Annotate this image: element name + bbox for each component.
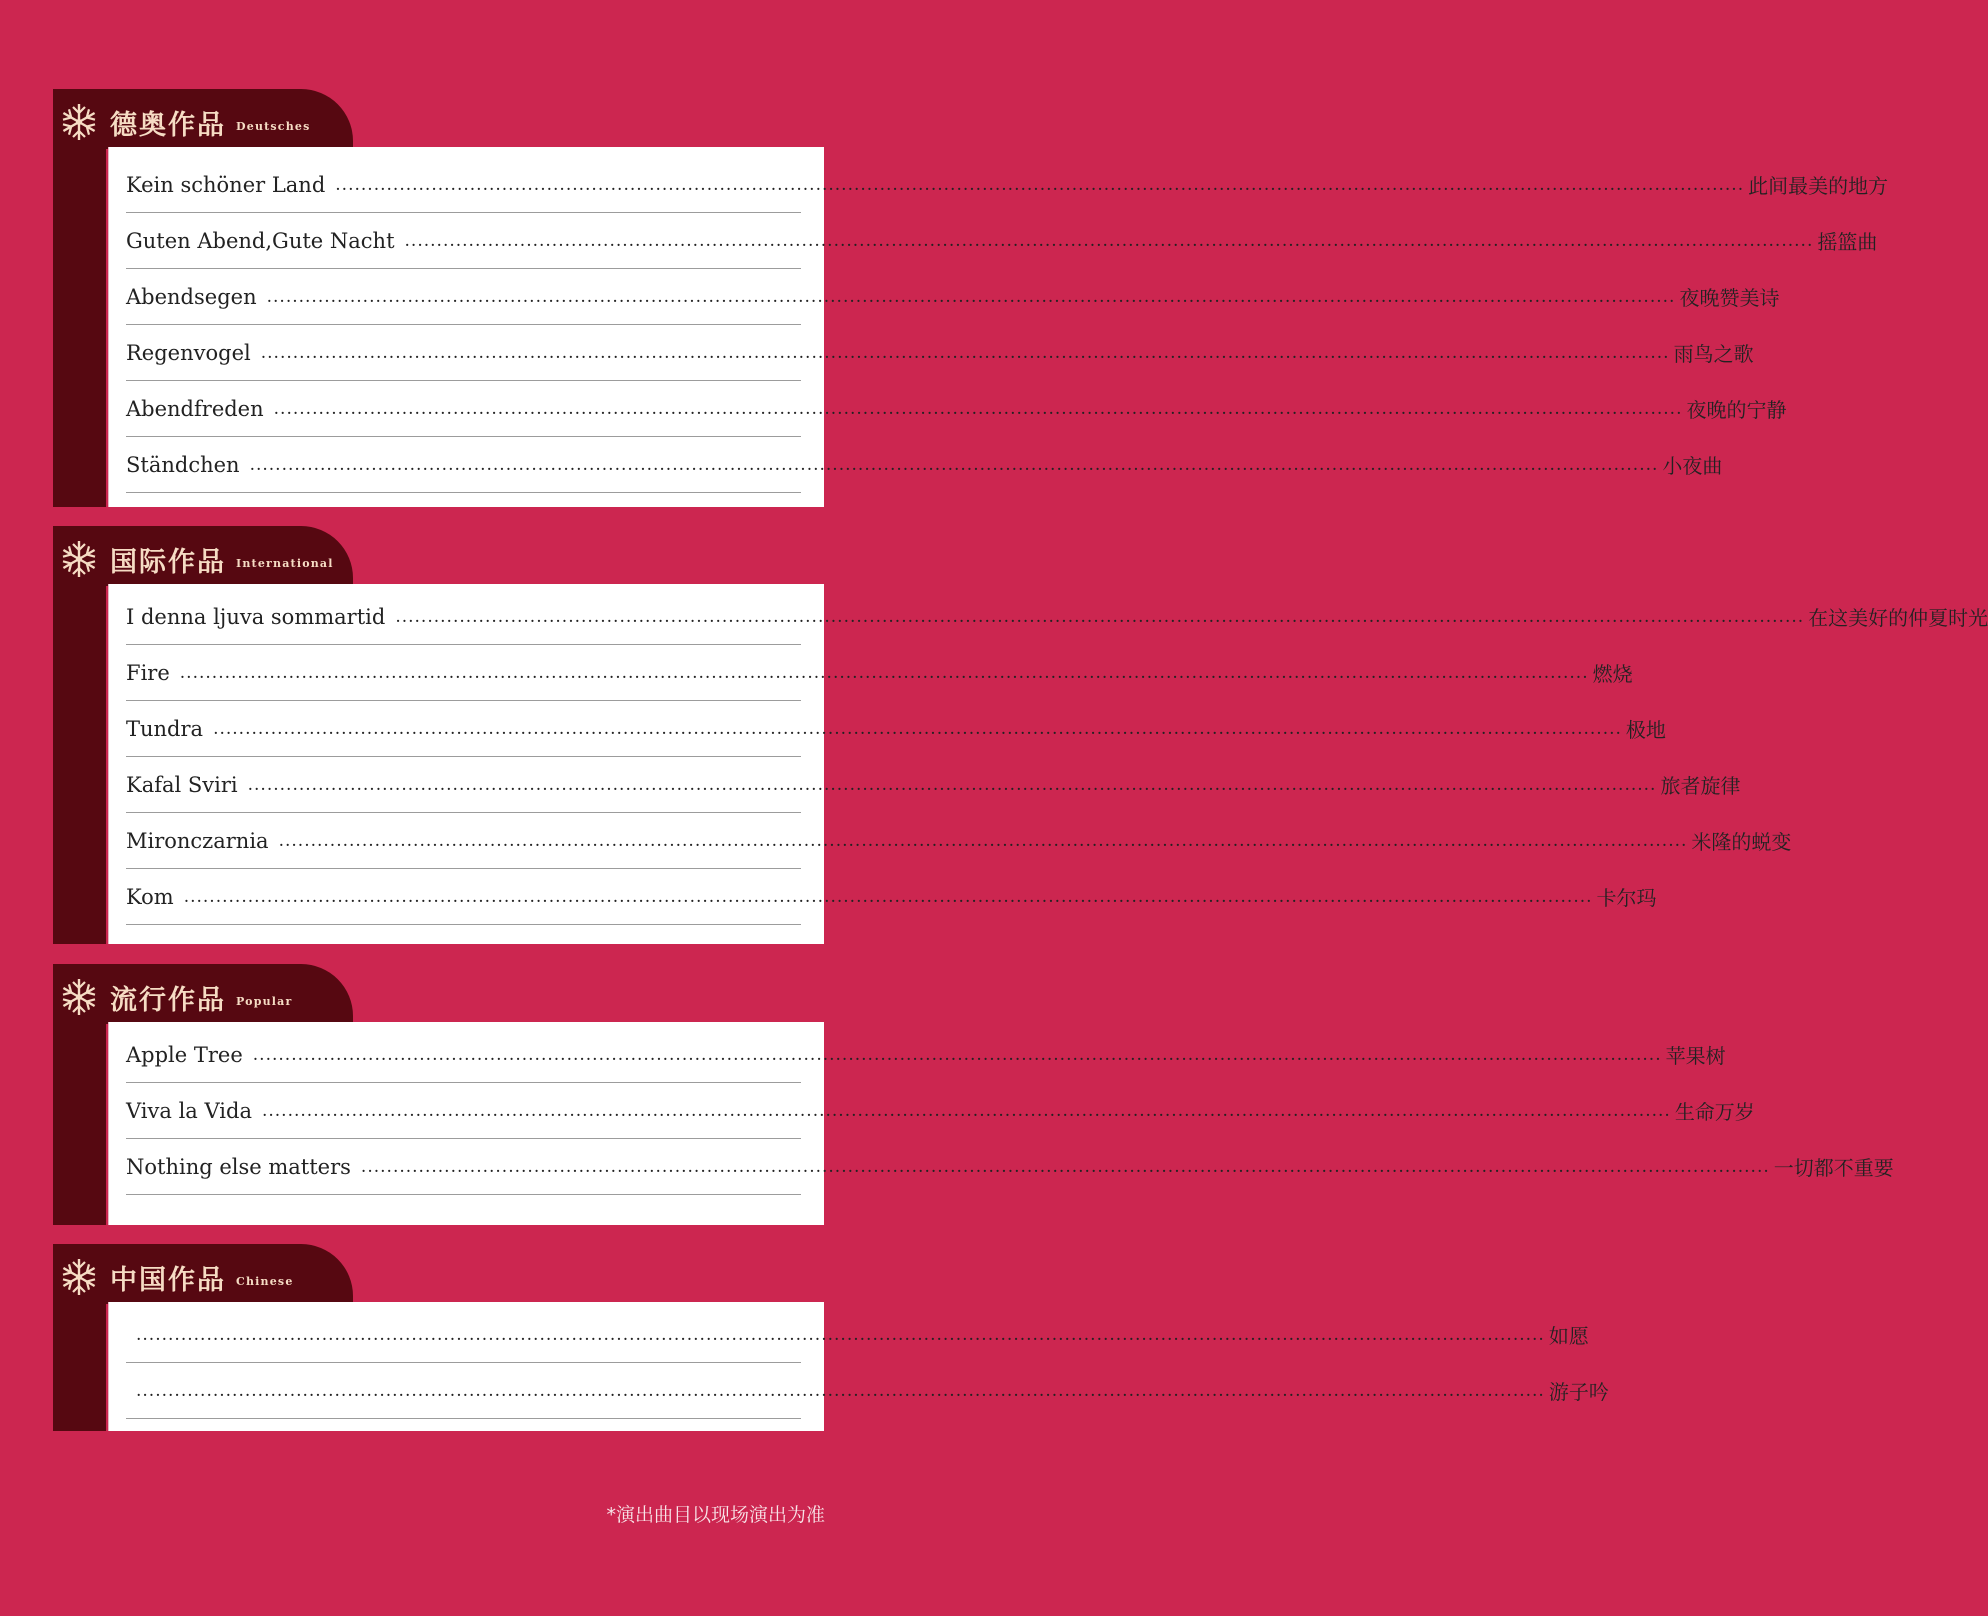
- program-row: [126, 1363, 1609, 1419]
- leader-dots: ............................................................................................................................................................................................................................: [213, 718, 1622, 739]
- song-title-original: Viva la Vida: [126, 1098, 252, 1123]
- song-title-chinese: 夜晚赞美诗: [1679, 286, 1780, 310]
- program-row: [126, 437, 1723, 493]
- program-section: [53, 964, 1894, 1227]
- program-row: [126, 325, 1754, 381]
- leader-dots: ............................................................................................................................................................................................................................: [247, 774, 1657, 795]
- program-section: [53, 89, 1889, 509]
- program-row: [126, 869, 1657, 925]
- program-row: [126, 1139, 1894, 1195]
- section-card: [108, 1302, 1609, 1431]
- program-section: [53, 1244, 1609, 1433]
- section-side-bar: [53, 1302, 106, 1431]
- song-list: [126, 589, 1988, 925]
- program-section: [53, 526, 1988, 946]
- leader-dots: ............................................................................................................................................................................................................................: [260, 342, 1670, 363]
- leader-dots: ............................................................................................................................................................................................................................: [261, 1100, 1671, 1121]
- song-title-original: Mironczarnia: [126, 828, 269, 853]
- song-title-chinese: 游子吟: [1548, 1380, 1609, 1404]
- song-title-chinese: 苹果树: [1665, 1044, 1726, 1068]
- song-list: [126, 1027, 1894, 1195]
- song-title-original: Ständchen: [126, 452, 240, 477]
- program-row: [126, 1083, 1755, 1139]
- section-title: 德奥作品: [110, 109, 226, 141]
- section-card: [108, 584, 1988, 944]
- program-row: [126, 1307, 1589, 1363]
- song-title-chinese: 卡尔玛: [1596, 886, 1657, 910]
- section-header-tab: [53, 526, 353, 586]
- song-title-original: Apple Tree: [126, 1042, 243, 1067]
- song-title-original: I denna ljuva sommartid: [126, 604, 386, 629]
- program-row: [126, 645, 1633, 701]
- song-title-chinese: 在这美好的仲夏时光: [1808, 606, 1988, 630]
- song-title-chinese: 摇篮曲: [1817, 230, 1878, 254]
- section-title: 中国作品: [110, 1264, 226, 1296]
- program-row: [126, 757, 1741, 813]
- program-row: [126, 701, 1666, 757]
- program-row: [126, 213, 1878, 269]
- song-title-original: Abendfreden: [126, 396, 264, 421]
- program-row: [126, 589, 1988, 645]
- song-title-chinese: 夜晚的宁静: [1686, 398, 1787, 422]
- song-title-chinese: 旅者旋律: [1660, 774, 1741, 798]
- song-title-original: Kein schöner Land: [126, 172, 326, 197]
- song-title-chinese: 此间最美的地方: [1748, 174, 1889, 198]
- snowflake-icon: [58, 976, 100, 1018]
- section-subtitle: International: [236, 556, 334, 570]
- leader-dots: ............................................................................................................................................................................................................................: [252, 1044, 1662, 1065]
- song-list: [126, 1307, 1609, 1419]
- song-title-chinese: 一切都不重要: [1773, 1156, 1894, 1180]
- song-title-chinese: 如愿: [1548, 1324, 1589, 1348]
- song-title-original: Tundra: [126, 716, 204, 741]
- song-title-chinese: 燃烧: [1592, 662, 1633, 686]
- section-card: [108, 1022, 1894, 1225]
- song-title-chinese: 极地: [1625, 718, 1666, 742]
- leader-dots: ............................................................................................................................................................................................................................: [249, 454, 1659, 475]
- song-title-chinese: 雨鸟之歌: [1673, 342, 1754, 366]
- program-row: [126, 157, 1889, 213]
- section-subtitle: Chinese: [236, 1274, 294, 1288]
- leader-dots: ............................................................................................................................................................................................................................: [136, 1380, 1545, 1401]
- leader-dots: ............................................................................................................................................................................................................................: [404, 230, 1814, 251]
- section-title: 流行作品: [110, 984, 226, 1016]
- section-title: 国际作品: [110, 546, 226, 578]
- section-subtitle: Popular: [236, 994, 293, 1008]
- song-title-chinese: 生命万岁: [1674, 1100, 1755, 1124]
- song-title-chinese: 小夜曲: [1662, 454, 1723, 478]
- leader-dots: ............................................................................................................................................................................................................................: [395, 606, 1805, 627]
- program-row: [126, 1027, 1726, 1083]
- song-title-chinese: 米隆的蜕变: [1691, 830, 1792, 854]
- song-title-original: Kafal Sviri: [126, 772, 238, 797]
- song-title-original: Regenvogel: [126, 340, 251, 365]
- section-subtitle: Deutsches: [236, 119, 311, 133]
- program-row: [126, 269, 1780, 325]
- snowflake-icon: [58, 101, 100, 143]
- section-side-bar: [53, 1022, 106, 1225]
- section-side-bar: [53, 147, 106, 507]
- song-title-original: Nothing else matters: [126, 1154, 351, 1179]
- song-title-original: Guten Abend,Gute Nacht: [126, 228, 395, 253]
- song-title-original: Fire: [126, 660, 170, 685]
- leader-dots: ............................................................................................................................................................................................................................: [278, 830, 1688, 851]
- leader-dots: ............................................................................................................................................................................................................................: [266, 286, 1676, 307]
- song-list: [126, 157, 1889, 493]
- section-side-bar: [53, 584, 106, 944]
- leader-dots: ............................................................................................................................................................................................................................: [183, 886, 1593, 907]
- song-title-original: Abendsegen: [126, 284, 257, 309]
- leader-dots: ............................................................................................................................................................................................................................: [179, 662, 1589, 683]
- snowflake-icon: [58, 1256, 100, 1298]
- section-card: [108, 147, 1889, 507]
- snowflake-icon: [58, 538, 100, 580]
- footer-note: *演出曲目以现场演出为准: [606, 1504, 825, 1526]
- section-header-tab: [53, 1244, 353, 1304]
- program-row: [126, 813, 1792, 869]
- song-title-original: Kom: [126, 884, 174, 909]
- leader-dots: ............................................................................................................................................................................................................................: [335, 174, 1745, 195]
- leader-dots: ............................................................................................................................................................................................................................: [273, 398, 1683, 419]
- program-row: [126, 381, 1787, 437]
- leader-dots: ............................................................................................................................................................................................................................: [136, 1324, 1545, 1345]
- section-header-tab: [53, 89, 353, 149]
- leader-dots: ............................................................................................................................................................................................................................: [360, 1156, 1770, 1177]
- section-header-tab: [53, 964, 353, 1024]
